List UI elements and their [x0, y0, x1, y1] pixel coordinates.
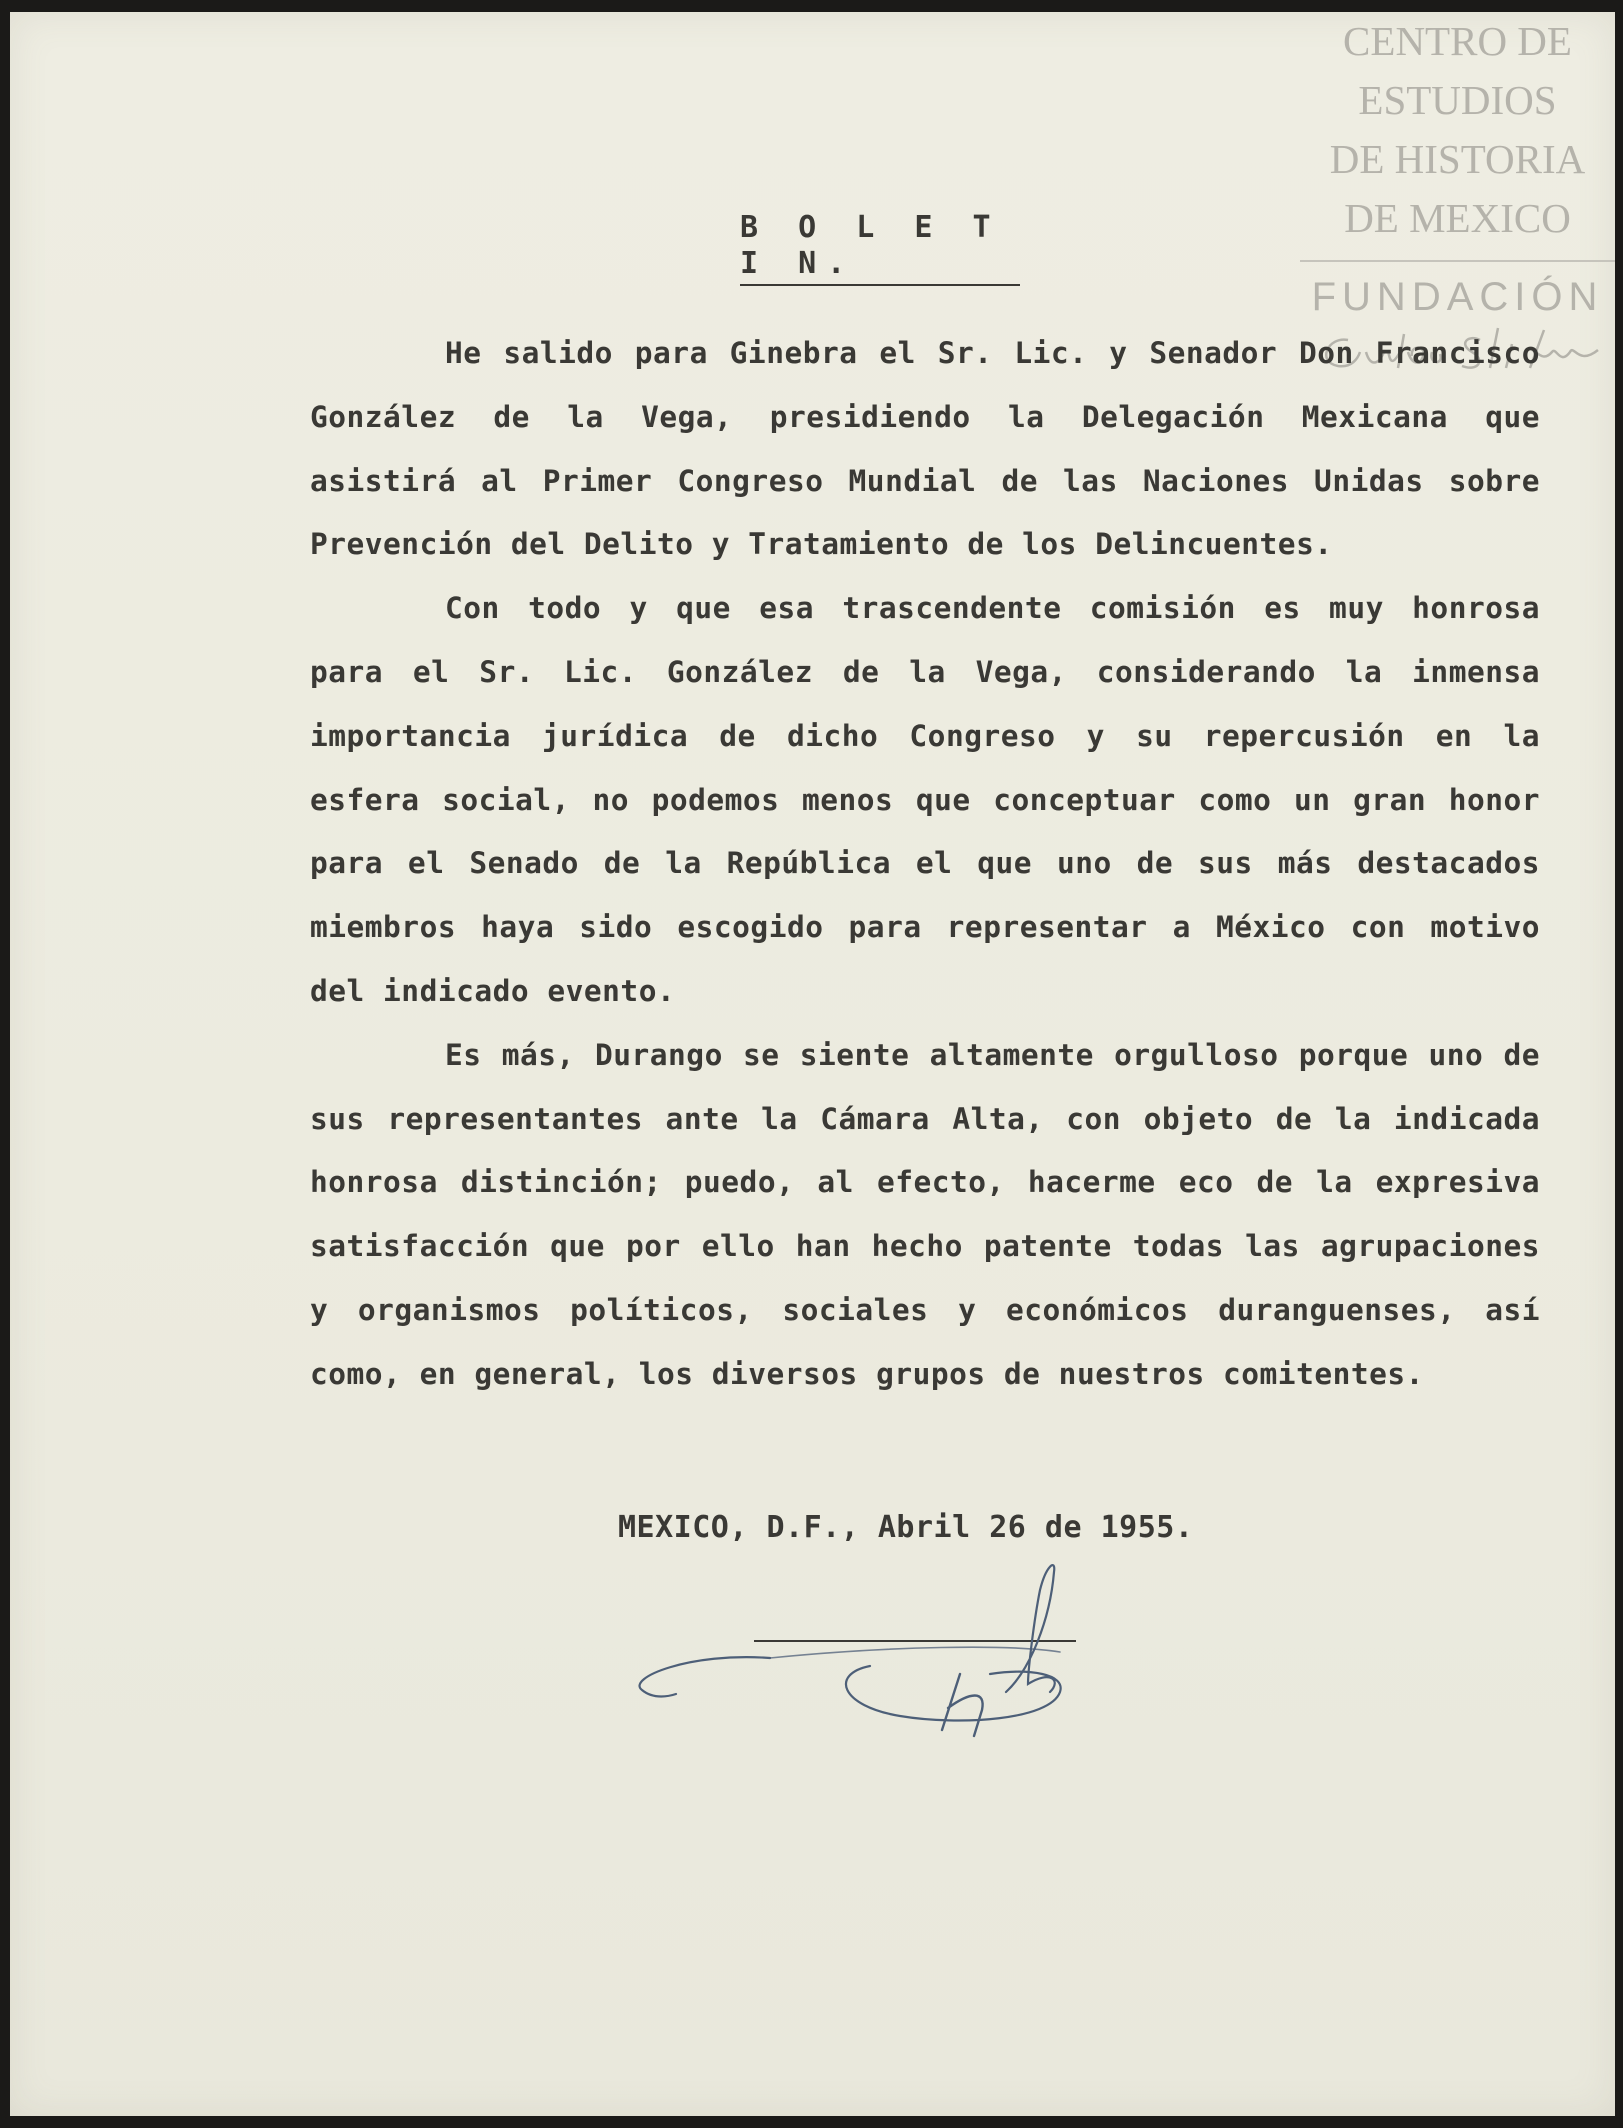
- stamp-line: DE MEXICO: [1344, 195, 1571, 241]
- dateline: MEXICO, D.F., Abril 26 de 1955.: [618, 1510, 1194, 1545]
- paragraph: Es más, Durango se siente altamente orgulloso porque uno de sus representantes ante la Cámara Alta, con objeto de la indicada honrosa distinción; puedo, al efecto, hacerme eco de la expresiva satisfacción que por ello han hecho patente todas las agrupaciones y organismos políticos, sociales y económicos duranguenses, así como, en general, los diversos grupos de nuestros comitentes.: [310, 1037, 1540, 1391]
- stamp-line: ESTUDIOS: [1358, 77, 1557, 123]
- document-title: B O L E T I N.: [740, 210, 1020, 286]
- stamp-line: CENTRO DE: [1343, 18, 1572, 64]
- stamp-line: DE HISTORIA: [1329, 136, 1586, 182]
- handwritten-signature: [630, 1560, 1190, 1760]
- document-body: [310, 322, 1540, 1407]
- paragraph: He salido para Ginebra el Sr. Lic. y Senador Don Francisco González de la Vega, presidiendo la Delegación Mexicana que asistirá al Primer Congreso Mundial de las Naciones Unidas sobre Prevención del Delito y Tratamiento de los Delincuentes.: [310, 336, 1540, 562]
- stamp-foundation: FUNDACIÓN: [1311, 275, 1604, 319]
- stamp-org-name: [1300, 12, 1615, 248]
- paragraph: Con todo y que esa trascendente comisión es muy honrosa para el Sr. Lic. González de la Vega, considerando la inmensa importancia jurídica de dicho Congreso y su repercusión en la esfera social, no podemos menos que conceptuar como un gran honor para el Senado de la República el que uno de sus más destacados miembros haya sido escogido para representar a México con motivo del indicado evento.: [310, 591, 1540, 1008]
- stamp-divider: [1300, 260, 1615, 262]
